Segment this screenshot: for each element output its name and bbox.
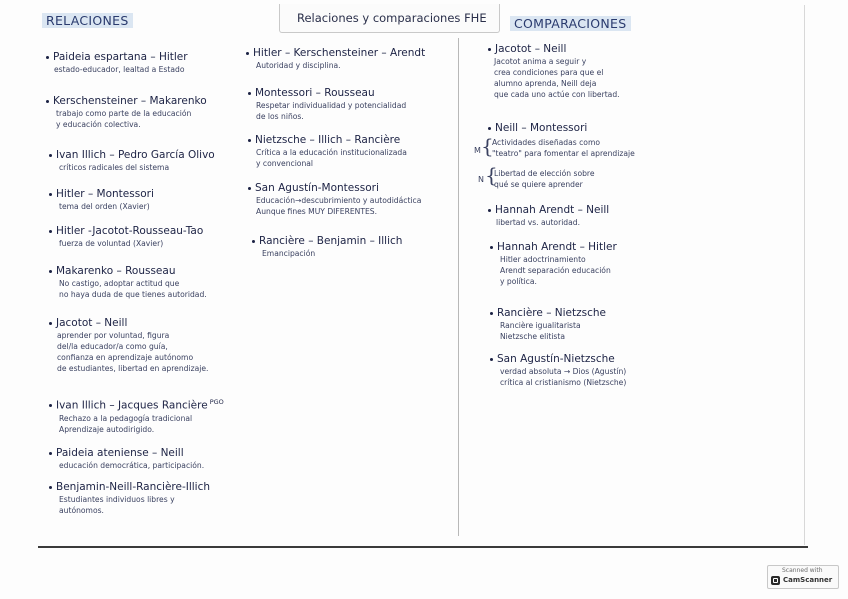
- relation-text: Respetar individualidad y potencialidad: [256, 101, 407, 110]
- relation-title: Ivan Illich – Pedro García Olivo: [56, 149, 215, 161]
- page-title: Relaciones y comparaciones FHE: [297, 11, 487, 25]
- bullet-icon: [488, 48, 491, 51]
- relation-item: [49, 188, 154, 212]
- scanner-caption: Scanned with: [782, 567, 823, 574]
- comparison-title: San Agustín-Nietzsche: [497, 353, 615, 365]
- relation-item: [49, 265, 207, 300]
- relation-text: críticos radicales del sistema: [59, 163, 170, 172]
- comparison-item: [490, 241, 617, 287]
- relation-text: Autoridad y disciplina.: [256, 61, 341, 70]
- relation-text: aprender por voluntad, figura: [57, 331, 170, 340]
- bullet-icon: [49, 270, 52, 273]
- relation-item: [248, 87, 406, 122]
- bullet-icon: [49, 230, 52, 233]
- relation-title: Hitler -Jacotot-Rousseau-Tao: [56, 225, 204, 237]
- note-text: Libertad de elección sobre: [494, 169, 595, 178]
- relation-text: Rechazo a la pedagogía tradicional: [59, 413, 193, 423]
- relation-text: tema del orden (Xavier): [59, 202, 150, 211]
- relation-item: [49, 225, 203, 249]
- relation-item: [49, 481, 210, 516]
- bullet-icon: [46, 56, 49, 59]
- relation-item: [49, 396, 224, 435]
- comparison-text: Rancière igualitarista: [500, 321, 581, 330]
- comparison-text: Arendt separación educación: [500, 266, 611, 275]
- relation-title: Hitler – Montessori: [56, 188, 154, 200]
- relation-item: [49, 317, 208, 374]
- bullet-icon: [49, 193, 52, 196]
- relation-text: y convencional: [256, 159, 314, 168]
- relation-text: autónomos.: [59, 506, 104, 515]
- relation-text: fuerza de voluntad (Xavier): [59, 239, 164, 248]
- comparison-item: [490, 353, 626, 388]
- bullet-icon: [490, 312, 493, 315]
- bullet-icon: [488, 209, 491, 212]
- relation-title: Paideia ateniense – Neill: [56, 447, 184, 459]
- relation-text: Estudiantes individuos libres y: [59, 495, 175, 504]
- comparison-text: crea condiciones para que el: [494, 68, 604, 77]
- bullet-icon: [49, 452, 52, 455]
- relation-text: educación democrática, participación.: [59, 461, 205, 470]
- relation-text: Educación→descubrimiento y autodidáctica: [256, 196, 422, 205]
- relation-text: estado-educador, lealtad a Estado: [54, 65, 185, 74]
- comparison-text: libertad vs. autoridad.: [496, 218, 581, 227]
- relation-title: Paideia espartana – Hitler: [53, 51, 188, 63]
- brace-tag-n: N: [478, 175, 484, 184]
- relation-title: Jacotot – Neill: [56, 317, 128, 329]
- camscanner-badge: [767, 565, 839, 589]
- comparison-text: Hitler adoctrinamiento: [500, 255, 586, 264]
- comparison-text: que cada uno actúe con libertad.: [494, 90, 620, 99]
- relation-text: y educación colectiva.: [56, 120, 141, 129]
- brace-tag-m: M: [474, 146, 481, 155]
- relation-item: [46, 51, 188, 75]
- relation-text: confianza en aprendizaje autónomo: [57, 353, 194, 362]
- relation-title: Nietzsche – Illich – Rancière: [255, 134, 401, 146]
- relation-text: de los niños.: [256, 112, 304, 121]
- relation-text: del/la educador/a como guía,: [57, 342, 168, 351]
- comparison-text: alumno aprenda, Neill deja: [494, 79, 597, 88]
- relation-text: de estudiantes, libertad en aprendizaje.: [57, 364, 209, 373]
- relation-item: [246, 47, 425, 71]
- camscanner-logo-icon: [771, 576, 780, 585]
- bullet-icon: [49, 322, 52, 325]
- relation-text: Crítica a la educación institucionalizada: [256, 148, 407, 157]
- note-text: "teatro" para fomentar el aprendizaje: [492, 149, 635, 158]
- bullet-icon: [248, 139, 251, 142]
- bullet-icon: [488, 127, 491, 130]
- comparison-title: Hannah Arendt – Hitler: [497, 241, 617, 253]
- comparison-item: [488, 43, 620, 100]
- relation-item: [248, 134, 407, 169]
- relation-title: Benjamin-Neill-Rancière-Illich: [56, 481, 211, 493]
- relation-text: No castigo, adoptar actitud que: [59, 279, 180, 288]
- relation-item: [49, 447, 204, 471]
- bullet-icon: [248, 92, 251, 95]
- comparison-title: Hannah Arendt – Neill: [495, 204, 610, 216]
- relation-title: Kerschensteiner – Makarenko: [53, 95, 207, 107]
- comparaciones-heading: COMPARACIONES: [510, 16, 631, 31]
- column-divider: [458, 38, 459, 536]
- bullet-icon: [248, 187, 251, 190]
- relation-note: PGO: [209, 398, 224, 406]
- relation-text: trabajo como parte de la educación: [56, 109, 192, 118]
- comparison-text: crítica al cristianismo (Nietzsche): [500, 378, 627, 387]
- bullet-icon: [490, 246, 493, 249]
- bullet-icon: [49, 486, 52, 489]
- note-text: qué se quiere aprender: [494, 180, 583, 189]
- relation-title: Hitler – Kerschensteiner – Arendt: [253, 47, 426, 59]
- relation-title: San Agustín-Montessori: [255, 182, 379, 194]
- bullet-icon: [490, 358, 493, 361]
- comparison-item: [488, 204, 609, 228]
- bullet-icon: [46, 100, 49, 103]
- comparison-title: Rancière – Nietzsche: [497, 307, 606, 319]
- bullet-icon: [246, 52, 249, 55]
- relation-text: Aprendizaje autodirigido.: [59, 424, 155, 434]
- relation-text: Emancipación: [262, 249, 316, 258]
- comparison-text: verdad absoluta → Dios (Agustín): [500, 367, 627, 376]
- comparison-item: [490, 307, 606, 342]
- page-edge-line: [804, 5, 805, 545]
- comparison-title: Neill – Montessori: [495, 122, 588, 134]
- brace-icon: {: [481, 134, 494, 158]
- relation-item: [248, 182, 421, 217]
- relation-text: Aunque fines MUY DIFERENTES.: [256, 207, 378, 216]
- comparison-text: y política.: [500, 277, 537, 286]
- brace-icon: {: [485, 163, 498, 187]
- relation-item: [49, 149, 215, 173]
- relation-title: Rancière – Benjamin – Illich: [259, 235, 403, 247]
- bullet-icon: [49, 404, 52, 407]
- bullet-icon: [252, 240, 255, 243]
- comparison-item: [488, 122, 587, 135]
- relation-item: [252, 235, 402, 259]
- relation-title: Makarenko – Rousseau: [56, 265, 176, 277]
- scanner-brand: CamScanner: [783, 576, 833, 584]
- relation-title: Ivan Illich – Jacques Rancière: [56, 399, 208, 412]
- relation-item: [46, 95, 207, 130]
- relation-text: no haya duda de que tienes autoridad.: [59, 290, 207, 299]
- comparison-text: Nietzsche elitista: [500, 332, 566, 341]
- comparison-title: Jacotot – Neill: [495, 43, 567, 55]
- comparison-text: Jacotot anima a seguir y: [494, 57, 587, 66]
- relaciones-heading: RELACIONES: [42, 13, 133, 28]
- bottom-rule: [38, 546, 808, 548]
- note-text: Actividades diseñadas como: [492, 138, 600, 147]
- bullet-icon: [49, 154, 52, 157]
- relation-title: Montessori – Rousseau: [255, 87, 375, 99]
